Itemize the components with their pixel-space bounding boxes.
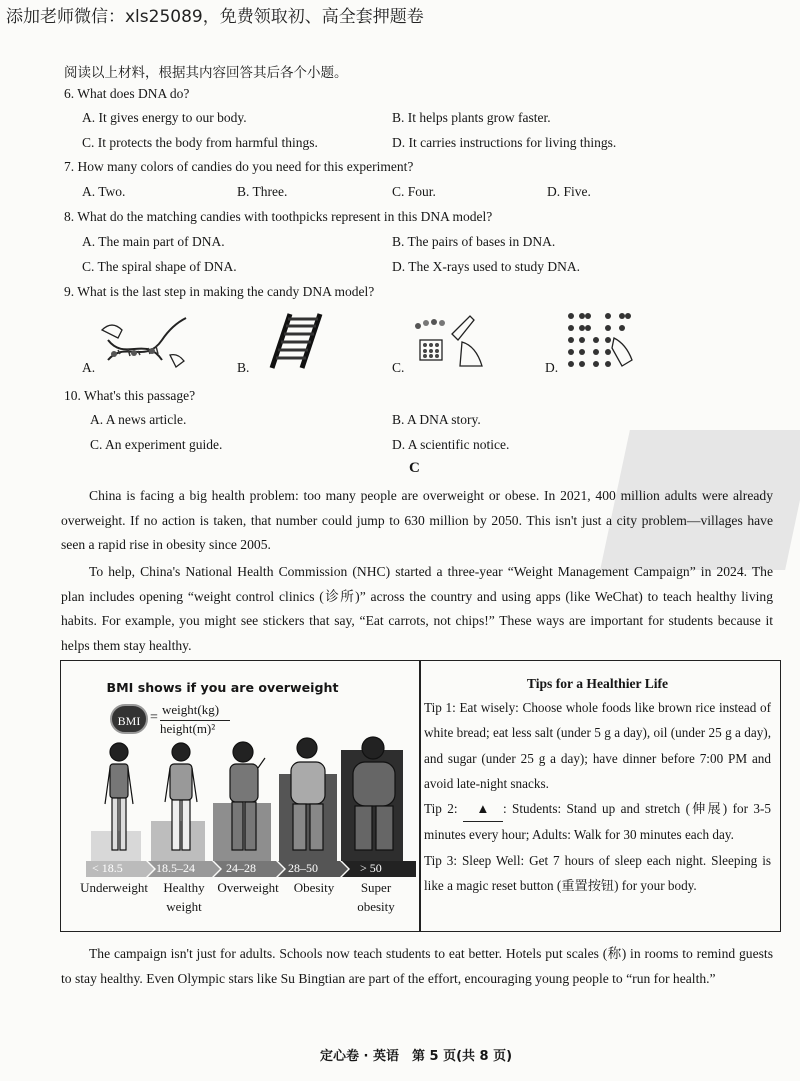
q6-option-d[interactable]: D. It carries instructions for living things. [392, 135, 617, 150]
q10-stem: 10. What's this passage? [64, 388, 196, 403]
tip-2 [424, 796, 771, 848]
dna-helix-hands-image [100, 310, 190, 372]
q9-stem: 9. What is the last step in making the candy DNA model? [64, 284, 375, 299]
q8-stem: 8. What do the matching candies with toothpicks represent in this DNA model? [64, 209, 493, 224]
range-label-4: 28–50 [288, 861, 318, 875]
candy-ladder-image [268, 312, 323, 370]
candy-tray-hand-image [412, 312, 488, 370]
q9-option-c[interactable]: C. [392, 360, 405, 375]
q6-stem: 6. What does DNA do? [64, 86, 190, 101]
tips-list [424, 695, 771, 898]
category-super-obesity: Super obesity [357, 880, 395, 914]
q8-option-b[interactable]: B. The pairs of bases in DNA. [392, 234, 556, 249]
paragraph-2: To help, China's National Health Commission (NHC) started a three-year “Weight Management Campaign” in 2024. The plan includes opening “weight control clinics (诊所)” across the country and using apps (like WeChat) to teach healthy living habits. For example, you might see stickers that say, “Eat carrots, not chips!” These ways are important for students because it helps them stay healthy. [61, 564, 773, 653]
q6-option-c[interactable]: C. It protects the body from harmful things. [82, 135, 318, 150]
tip-2-text: : Students: Stand up and stretch (伸展) for 3-5 minutes every hour; Adults: Walk for 30 minutes each day. [424, 801, 771, 843]
q10-option-d[interactable]: D. A scientific notice. [392, 437, 510, 452]
intro-text: 阅读以上材料，根据其内容回答其后各个小题。 [64, 65, 348, 80]
q7-option-d[interactable]: D. Five. [547, 184, 591, 199]
range-label-2: 18.5–24 [156, 861, 195, 875]
q7-option-a[interactable]: A. Two. [82, 184, 126, 199]
tip-2-label: Tip 2: [424, 801, 458, 817]
bmi-badge [110, 704, 148, 734]
tips-title: Tips for a Healthier Life [526, 676, 669, 691]
tip-3: Tip 3: Sleep Well: Get 7 hours of sleep each night. Sleeping is like a magic reset button (重置按钮) for your body. [424, 852, 771, 894]
bmi-badge-label: BMI [117, 714, 141, 728]
tip-2-blank[interactable]: ▲ [463, 796, 503, 822]
bmi-title: BMI shows if you are overweight [106, 680, 339, 695]
q10-option-b[interactable]: B. A DNA story. [392, 412, 481, 427]
q7-stem: 7. How many colors of candies do you need for this experiment? [64, 159, 414, 174]
paragraph-1: China is facing a big health problem: too many people are overweight or obese. In 2021, 400 million adults were already overweight. If no action is taken, that number could jump to 630 million by 2050. This isn't just a city problem—villages have seen a rapid rise in obesity since 2005. [61, 488, 773, 552]
category-obesity: Obesity [293, 880, 335, 895]
category-overweight: Overweight [217, 880, 279, 895]
paragraph-3: The campaign isn't just for adults. Schools now teach students to eat better. Hotels put scales (称) in rooms to remind guests to stay healthy. Even Olympic stars like Su Bingtian are part of the effort, encouraging young people to “run for health.” [61, 946, 773, 986]
q8-option-d[interactable]: D. The X-rays used to study DNA. [392, 259, 580, 274]
watermark-text: 添加老师微信：xls25089，免费领取初、高全套押题卷 [6, 7, 424, 27]
q10-option-a[interactable]: A. A news article. [90, 412, 187, 427]
bmi-numerator: weight(kg) [162, 702, 220, 717]
q10-option-c[interactable]: C. An experiment guide. [90, 437, 223, 452]
bmi-figures [85, 736, 405, 876]
range-label-3: 24–28 [226, 861, 256, 875]
category-healthy: Healthy weight [163, 880, 205, 914]
range-label-1: < 18.5 [92, 861, 123, 875]
tip-1: Tip 1: Eat wisely: Choose whole foods like brown rice instead of white bread; eat less salt (under 5 g a day), oil (under 25 g a day), and sugar (under 25 g a day); have dinner before 7:00 PM and avoid late-night snacks. [424, 700, 771, 791]
section-heading: C [409, 460, 420, 476]
q8-option-a[interactable]: A. The main part of DNA. [82, 234, 225, 249]
q9-option-d[interactable]: D. [545, 360, 559, 375]
q7-option-c[interactable]: C. Four. [392, 184, 436, 199]
q9-option-a[interactable]: A. [82, 360, 96, 375]
q7-option-b[interactable]: B. Three. [237, 184, 288, 199]
bmi-equals: = [150, 710, 158, 725]
q6-option-b[interactable]: B. It helps plants grow faster. [392, 110, 551, 125]
q6-option-a[interactable]: A. It gives energy to our body. [82, 110, 247, 125]
box-divider [419, 660, 421, 932]
q8-option-c[interactable]: C. The spiral shape of DNA. [82, 259, 237, 274]
bmi-denominator: height(m)² [160, 721, 216, 736]
range-label-5: > 50 [360, 861, 382, 875]
q9-option-b[interactable]: B. [237, 360, 250, 375]
candy-rows-image [566, 310, 636, 372]
category-underweight: Underweight [80, 880, 148, 895]
page-footer: 定心卷 · 英语 第 5 页(共 8 页) [320, 1049, 513, 1064]
